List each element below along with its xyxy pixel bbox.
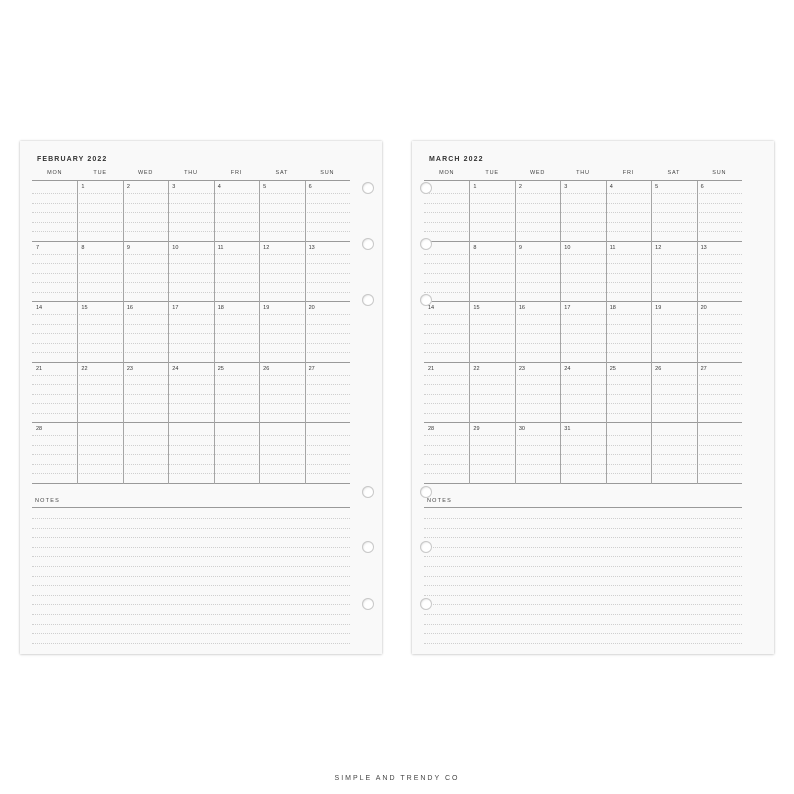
notes-writing-line xyxy=(32,576,350,577)
day-cell[interactable] xyxy=(168,423,213,484)
week-row xyxy=(424,302,742,363)
day-cell[interactable] xyxy=(606,302,651,363)
day-number: 26 xyxy=(655,365,662,372)
day-number: 14 xyxy=(36,305,43,312)
weekday-label: SAT xyxy=(667,170,681,176)
day-number: 28 xyxy=(36,426,43,433)
day-cell[interactable] xyxy=(560,363,605,424)
day-number: 2 xyxy=(518,184,522,190)
day-number: 24 xyxy=(564,365,571,372)
binder-punch-hole xyxy=(420,541,432,553)
column-divider xyxy=(515,181,516,484)
column-divider xyxy=(560,181,561,484)
day-cell[interactable] xyxy=(32,302,77,363)
day-cell[interactable] xyxy=(651,181,696,242)
binder-punch-hole xyxy=(420,182,432,194)
weekday-label: FRI xyxy=(230,170,243,176)
day-number: 19 xyxy=(263,305,270,312)
day-number: 23 xyxy=(518,365,525,372)
day-cell[interactable] xyxy=(651,242,696,303)
day-cell[interactable] xyxy=(469,242,514,303)
notes-writing-line xyxy=(32,604,350,605)
day-number: 13 xyxy=(308,244,315,251)
day-cell[interactable] xyxy=(168,181,213,242)
binder-punch-hole xyxy=(362,182,374,194)
day-cell[interactable] xyxy=(77,423,122,484)
day-number: 7 xyxy=(36,244,40,251)
column-divider xyxy=(214,181,215,484)
notes-writing-line xyxy=(32,585,350,586)
weekday-label: MON xyxy=(47,170,63,176)
month-title: FEBRUARY 2022 xyxy=(37,156,108,163)
day-number: 12 xyxy=(655,244,662,251)
day-cell[interactable] xyxy=(123,423,168,484)
day-cell[interactable] xyxy=(697,363,742,424)
day-number: 25 xyxy=(609,365,616,372)
notes-writing-line xyxy=(424,604,742,605)
day-cell[interactable] xyxy=(560,302,605,363)
notes-label: NOTES xyxy=(427,498,452,504)
day-number: 4 xyxy=(217,184,221,190)
day-cell[interactable] xyxy=(424,363,469,424)
day-cell[interactable] xyxy=(560,242,605,303)
day-number: 29 xyxy=(473,426,480,433)
notes-writing-line xyxy=(32,643,350,644)
day-number: 14 xyxy=(428,305,435,312)
day-cell[interactable] xyxy=(168,302,213,363)
weekday-label: SAT xyxy=(275,170,289,176)
notes-writing-line xyxy=(32,528,350,529)
day-number: 3 xyxy=(172,184,176,190)
day-number: 12 xyxy=(263,244,270,251)
notes-writing-line xyxy=(424,633,742,634)
day-cell[interactable] xyxy=(469,363,514,424)
day-number: 18 xyxy=(217,305,224,312)
weekday-label: FRI xyxy=(622,170,635,176)
notes-divider xyxy=(32,507,350,508)
week-row xyxy=(424,363,742,424)
notes-writing-line xyxy=(424,556,742,557)
day-cell[interactable] xyxy=(214,242,259,303)
day-number: 6 xyxy=(308,184,312,190)
binder-punch-hole xyxy=(420,598,432,610)
notes-writing-line xyxy=(32,633,350,634)
day-number: 19 xyxy=(655,305,662,312)
month-title: MARCH 2022 xyxy=(429,156,484,163)
column-divider xyxy=(168,181,169,484)
day-cell[interactable] xyxy=(606,423,651,484)
binder-punch-hole xyxy=(420,294,432,306)
day-number: 9 xyxy=(126,244,130,251)
day-cell[interactable] xyxy=(651,363,696,424)
day-cell[interactable] xyxy=(168,363,213,424)
day-number: 28 xyxy=(428,426,435,433)
march-planner-page xyxy=(412,141,774,654)
day-cell[interactable] xyxy=(77,181,122,242)
day-number: 24 xyxy=(172,365,179,372)
day-number: 1 xyxy=(81,184,85,190)
day-number: 16 xyxy=(126,305,133,312)
day-cell[interactable] xyxy=(305,242,350,303)
binder-punch-hole xyxy=(420,238,432,250)
day-cell[interactable] xyxy=(606,363,651,424)
column-divider xyxy=(123,181,124,484)
day-cell[interactable] xyxy=(515,181,560,242)
notes-writing-line xyxy=(424,528,742,529)
week-row xyxy=(32,423,350,484)
day-cell[interactable] xyxy=(424,302,469,363)
day-number: 16 xyxy=(518,305,525,312)
day-cell[interactable] xyxy=(32,242,77,303)
weekday-label: THU xyxy=(576,170,590,176)
day-cell[interactable] xyxy=(214,181,259,242)
notes-writing-line xyxy=(424,576,742,577)
binder-punch-hole xyxy=(362,238,374,250)
notes-section[interactable] xyxy=(32,496,350,646)
notes-label: NOTES xyxy=(35,498,60,504)
notes-writing-line xyxy=(32,566,350,567)
weekday-label: THU xyxy=(184,170,198,176)
day-cell[interactable] xyxy=(32,181,77,242)
weekday-label: MON xyxy=(439,170,455,176)
day-number: 5 xyxy=(655,184,659,190)
day-cell[interactable] xyxy=(305,302,350,363)
column-divider xyxy=(469,181,470,484)
column-divider xyxy=(651,181,652,484)
day-number: 30 xyxy=(518,426,525,433)
notes-writing-line xyxy=(424,566,742,567)
notes-writing-line xyxy=(424,595,742,596)
day-number: 8 xyxy=(81,244,85,251)
day-number: 25 xyxy=(217,365,224,372)
column-divider xyxy=(77,181,78,484)
day-cell[interactable] xyxy=(123,181,168,242)
calendar-weeks xyxy=(424,181,742,484)
day-cell[interactable] xyxy=(259,363,304,424)
week-row xyxy=(32,302,350,363)
day-cell[interactable] xyxy=(651,302,696,363)
day-cell[interactable] xyxy=(214,302,259,363)
day-number: 22 xyxy=(473,365,480,372)
day-cell[interactable] xyxy=(697,181,742,242)
column-divider xyxy=(697,181,698,484)
notes-writing-line xyxy=(424,614,742,615)
weekday-label: SUN xyxy=(320,170,335,176)
notes-writing-line xyxy=(424,518,742,519)
day-cell[interactable] xyxy=(259,242,304,303)
day-cell[interactable] xyxy=(560,181,605,242)
day-cell[interactable] xyxy=(259,423,304,484)
day-number: 17 xyxy=(564,305,571,312)
day-cell[interactable] xyxy=(469,181,514,242)
day-cell[interactable] xyxy=(305,423,350,484)
day-cell[interactable] xyxy=(697,302,742,363)
notes-writing-line xyxy=(424,537,742,538)
day-number: 9 xyxy=(518,244,522,251)
day-number: 21 xyxy=(428,365,435,372)
day-number: 23 xyxy=(126,365,133,372)
notes-writing-line xyxy=(32,595,350,596)
weekday-label: WED xyxy=(137,170,154,176)
day-cell[interactable] xyxy=(123,363,168,424)
week-row xyxy=(32,181,350,242)
week-row xyxy=(424,242,742,303)
weekday-header-row xyxy=(424,169,742,180)
day-cell[interactable] xyxy=(697,423,742,484)
day-cell[interactable] xyxy=(32,363,77,424)
day-cell[interactable] xyxy=(77,242,122,303)
binder-punch-hole xyxy=(420,486,432,498)
day-cell[interactable] xyxy=(123,302,168,363)
day-cell[interactable] xyxy=(424,423,469,484)
notes-writing-line xyxy=(32,537,350,538)
binder-punch-hole xyxy=(362,294,374,306)
day-cell[interactable] xyxy=(214,423,259,484)
column-divider xyxy=(259,181,260,484)
day-number: 18 xyxy=(609,305,616,312)
february-planner-page xyxy=(20,141,382,654)
day-number: 5 xyxy=(263,184,267,190)
day-number: 8 xyxy=(473,244,477,251)
day-number: 11 xyxy=(609,244,616,251)
day-cell[interactable] xyxy=(651,423,696,484)
week-row xyxy=(32,242,350,303)
day-number: 27 xyxy=(700,365,707,372)
day-cell[interactable] xyxy=(515,423,560,484)
binder-punch-hole xyxy=(362,486,374,498)
day-number: 4 xyxy=(609,184,613,190)
day-cell[interactable] xyxy=(606,181,651,242)
day-cell[interactable] xyxy=(424,242,469,303)
day-number: 13 xyxy=(700,244,707,251)
day-number: 20 xyxy=(308,305,315,312)
day-number: 26 xyxy=(263,365,270,372)
day-cell[interactable] xyxy=(32,423,77,484)
month-calendar-grid xyxy=(424,169,742,484)
notes-writing-line xyxy=(32,547,350,548)
day-number: 6 xyxy=(700,184,704,190)
column-divider xyxy=(305,181,306,484)
day-number: 11 xyxy=(217,244,224,251)
calendar-weeks xyxy=(32,181,350,484)
day-number: 3 xyxy=(564,184,568,190)
day-cell[interactable] xyxy=(305,181,350,242)
day-cell[interactable] xyxy=(168,242,213,303)
day-cell[interactable] xyxy=(469,423,514,484)
notes-writing-line xyxy=(32,624,350,625)
notes-divider xyxy=(424,507,742,508)
week-row xyxy=(424,181,742,242)
day-number: 27 xyxy=(308,365,315,372)
day-cell[interactable] xyxy=(123,242,168,303)
weekday-header-row xyxy=(32,169,350,180)
day-cell[interactable] xyxy=(77,302,122,363)
column-divider xyxy=(606,181,607,484)
day-number: 22 xyxy=(81,365,88,372)
notes-writing-line xyxy=(424,547,742,548)
day-cell[interactable] xyxy=(606,242,651,303)
day-cell[interactable] xyxy=(515,242,560,303)
notes-writing-line xyxy=(424,585,742,586)
day-cell[interactable] xyxy=(515,302,560,363)
day-number: 21 xyxy=(36,365,43,372)
day-cell[interactable] xyxy=(305,363,350,424)
day-cell[interactable] xyxy=(515,363,560,424)
weekday-label: TUE xyxy=(93,170,107,176)
day-number: 10 xyxy=(564,244,571,251)
day-number: 2 xyxy=(126,184,130,190)
week-row xyxy=(32,363,350,424)
day-number: 15 xyxy=(473,305,480,312)
weekday-label: TUE xyxy=(485,170,499,176)
day-number: 1 xyxy=(473,184,477,190)
notes-writing-line xyxy=(32,518,350,519)
day-number: 17 xyxy=(172,305,179,312)
week-row xyxy=(424,423,742,484)
weekday-label: SUN xyxy=(712,170,727,176)
notes-section[interactable] xyxy=(424,496,742,646)
binder-punch-hole xyxy=(362,541,374,553)
day-cell[interactable] xyxy=(469,302,514,363)
day-cell[interactable] xyxy=(259,302,304,363)
weekday-label: WED xyxy=(529,170,546,176)
notes-writing-line xyxy=(32,614,350,615)
month-calendar-grid xyxy=(32,169,350,484)
notes-writing-line xyxy=(424,643,742,644)
brand-footer: SIMPLE AND TRENDY CO xyxy=(334,775,460,782)
notes-writing-line xyxy=(32,556,350,557)
day-number: 10 xyxy=(172,244,179,251)
binder-punch-hole xyxy=(362,598,374,610)
notes-writing-line xyxy=(424,624,742,625)
day-number: 31 xyxy=(564,426,571,433)
day-cell[interactable] xyxy=(77,363,122,424)
day-cell[interactable] xyxy=(214,363,259,424)
day-cell[interactable] xyxy=(697,242,742,303)
day-number: 15 xyxy=(81,305,88,312)
day-cell[interactable] xyxy=(560,423,605,484)
day-number: 20 xyxy=(700,305,707,312)
day-cell[interactable] xyxy=(259,181,304,242)
